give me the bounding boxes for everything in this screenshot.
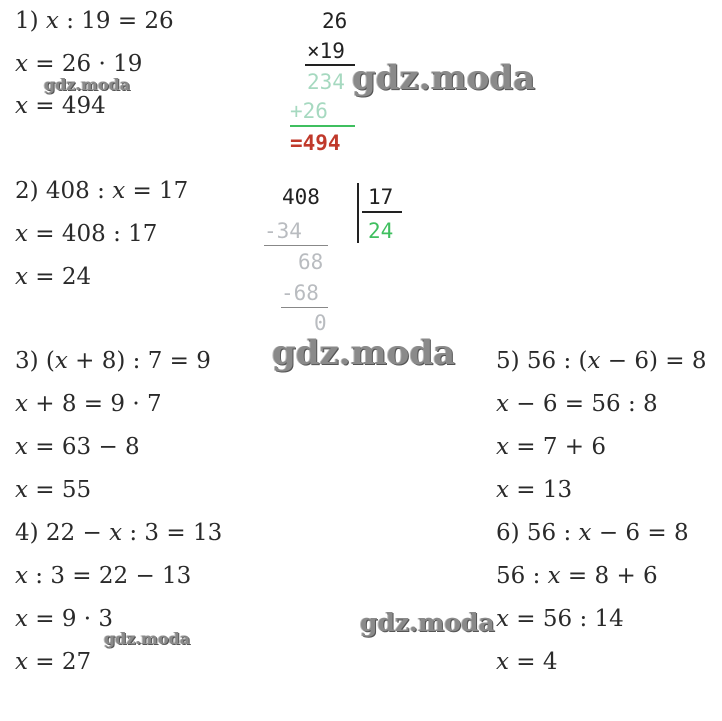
watermark-logo: gdz.moda bbox=[44, 75, 131, 94]
div-remainder-2: 0 bbox=[314, 311, 327, 335]
div-rule-2 bbox=[281, 307, 328, 308]
problem-3-line-3: 𝑥 = 63 − 8 bbox=[15, 434, 140, 460]
div-subtract-2: -68 bbox=[281, 281, 319, 305]
problem-2-line-2: 𝑥 = 408 : 17 bbox=[15, 221, 158, 247]
problem-6-line-3: 𝑥 = 56 : 14 bbox=[496, 606, 624, 632]
mult-partial-1: 234 bbox=[307, 70, 345, 94]
mult-bottom-factor: ×19 bbox=[307, 39, 345, 63]
problem-4-line-4: 𝑥 = 27 bbox=[15, 649, 92, 675]
problem-4-line-1: 4) 22 − 𝑥 : 3 = 13 bbox=[15, 520, 223, 546]
mult-rule-1 bbox=[305, 64, 355, 66]
problem-1-line-1: 1) 𝑥 : 19 = 26 bbox=[15, 8, 174, 34]
problem-6-line-4: 𝑥 = 4 bbox=[496, 649, 558, 675]
div-quotient: 24 bbox=[368, 219, 394, 243]
problem-2-line-3: 𝑥 = 24 bbox=[15, 264, 92, 290]
mult-result: =494 bbox=[290, 131, 341, 155]
problem-5-line-1: 5) 56 : (𝑥 − 6) = 8 bbox=[496, 348, 707, 374]
problem-5-line-3: 𝑥 = 7 + 6 bbox=[496, 434, 607, 460]
problem-4-line-2: 𝑥 : 3 = 22 − 13 bbox=[15, 563, 192, 589]
problem-1-line-3: 𝑥 = 494 bbox=[15, 93, 106, 119]
watermark-logo: gdz.moda bbox=[352, 58, 536, 98]
problem-3-line-2: 𝑥 + 8 = 9 · 7 bbox=[15, 391, 162, 417]
div-divisor: 17 bbox=[368, 185, 394, 209]
mult-top-factor: 26 bbox=[322, 9, 348, 33]
mult-partial-2: +26 bbox=[290, 99, 328, 123]
div-vertical-rule bbox=[357, 183, 359, 243]
problem-6-line-1: 6) 56 : 𝑥 − 6 = 8 bbox=[496, 520, 689, 546]
problem-3-line-1: 3) (𝑥 + 8) : 7 = 9 bbox=[15, 348, 211, 374]
problem-3-line-4: 𝑥 = 55 bbox=[15, 477, 92, 503]
watermark-logo: gdz.moda bbox=[272, 333, 456, 373]
problem-1-line-2: 𝑥 = 26 · 19 bbox=[15, 51, 143, 77]
div-dividend: 408 bbox=[282, 185, 320, 209]
div-divisor-rule bbox=[362, 211, 402, 213]
watermark-logo: gdz.moda bbox=[360, 608, 495, 637]
div-subtract-1: -34 bbox=[264, 219, 302, 243]
problem-2-line-1: 2) 408 : 𝑥 = 17 bbox=[15, 178, 189, 204]
problem-4-line-3: 𝑥 = 9 · 3 bbox=[15, 606, 114, 632]
watermark-logo: gdz.moda bbox=[104, 629, 191, 648]
problem-6-line-2: 56 : 𝑥 = 8 + 6 bbox=[496, 563, 658, 589]
mult-rule-2 bbox=[290, 125, 355, 127]
div-remainder-1: 68 bbox=[298, 250, 324, 274]
div-rule-1 bbox=[264, 245, 328, 246]
problem-5-line-2: 𝑥 − 6 = 56 : 8 bbox=[496, 391, 658, 417]
problem-5-line-4: 𝑥 = 13 bbox=[496, 477, 573, 503]
